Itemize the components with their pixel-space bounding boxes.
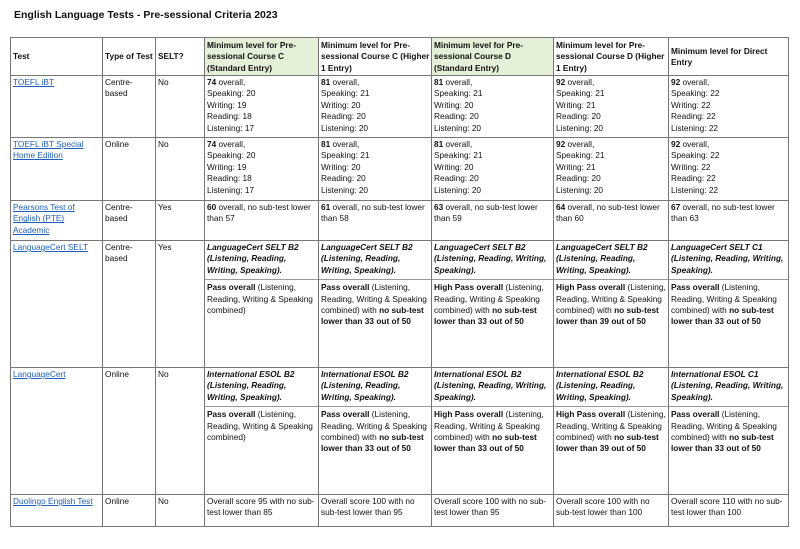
score-cell: Overall score 100 with no sub-test lower than 95: [432, 495, 554, 527]
table-row: [11, 138, 789, 201]
score-cell: 92 overall, Speaking: 22 Writing: 22 Reading: 22 Listening: 22: [669, 138, 789, 201]
selt-cell: No: [156, 76, 205, 138]
score-cell: International ESOL B2 (Listening, Reading, Writing, Speaking). High Pass overall (Listening, Reading, Writing & Speaking combined) with no sub-test lower than 33 out of 50: [432, 368, 554, 495]
score-cell: 67 overall, no sub-test lower than 63: [669, 201, 789, 241]
score-cell: LanguageCert SELT B2 (Listening, Reading, Writing, Speaking). Pass overall (Listening, Reading, Writing & Speaking combined) with no sub-test lower than 33 out of 50: [319, 241, 432, 368]
test-link-duolingo[interactable]: Duolingo English Test: [13, 496, 93, 506]
score-cell: International ESOL B2 (Listening, Reading, Writing, Speaking). Pass overall (Listening, Reading, Writing & Speaking combined): [205, 368, 319, 495]
test-name-cell: [11, 241, 103, 368]
score-cell: 74 overall, Speaking: 20 Writing: 19 Reading: 18 Listening: 17: [205, 76, 319, 138]
score-cell: LanguageCert SELT B2 (Listening, Reading, Writing, Speaking). High Pass overall (Listening, Reading, Writing & Speaking combined) with no sub-test lower than 39 out of 50: [554, 241, 669, 368]
test-name-cell: [11, 76, 103, 138]
score-cell: 60 overall, no sub-test lower than 57: [205, 201, 319, 241]
score-cell: 81 overall, Speaking: 21 Writing: 20 Reading: 20 Listening: 20: [319, 76, 432, 138]
table-row: [11, 368, 789, 495]
page-title: English Language Tests - Pre-sessional Criteria 2023: [14, 9, 278, 21]
selt-cell: No: [156, 138, 205, 201]
test-link-toefl-home[interactable]: TOEFL iBT Special Home Edition: [13, 139, 84, 161]
selt-cell: Yes: [156, 241, 205, 368]
score-cell: Overall score 100 with no sub-test lower than 100: [554, 495, 669, 527]
score-cell: LanguageCert SELT B2 (Listening, Reading, Writing, Speaking). High Pass overall (Listening, Reading, Writing & Speaking combined) with no sub-test lower than 33 out of 50: [432, 241, 554, 368]
table-row: [11, 241, 789, 368]
test-name-cell: [11, 138, 103, 201]
header-direct-entry: Minimum level for Direct Entry: [669, 38, 789, 76]
header-row: [11, 38, 789, 76]
header-course-c-higher: Minimum level for Pre-sessional Course C (Higher 1 Entry): [319, 38, 432, 76]
score-cell: 92 overall, Speaking: 21 Writing: 21 Reading: 20 Listening: 20: [554, 138, 669, 201]
test-name-cell: [11, 368, 103, 495]
score-cell: Overall score 95 with no sub-test lower than 85: [205, 495, 319, 527]
score-cell: 92 overall, Speaking: 22 Writing: 22 Reading: 22 Listening: 22: [669, 76, 789, 138]
score-cell: 81 overall, Speaking: 21 Writing: 20 Reading: 20 Listening: 20: [319, 138, 432, 201]
table-row: [11, 201, 789, 241]
test-link-pte[interactable]: Pearsons Test of English (PTE) Academic: [13, 202, 75, 235]
header-test: Test: [11, 38, 103, 76]
test-name-cell: [11, 201, 103, 241]
test-link-languagecert-selt[interactable]: LanguageCert SELT: [13, 242, 89, 252]
score-cell: LanguageCert SELT B2 (Listening, Reading, Writing, Speaking). Pass overall (Listening, Reading, Writing & Speaking combined): [205, 241, 319, 368]
table-row: [11, 495, 789, 527]
score-cell: International ESOL B2 (Listening, Reading, Writing, Speaking). High Pass overall (Listening, Reading, Writing & Speaking combined) with no sub-test lower than 39 out of 50: [554, 368, 669, 495]
table-row: [11, 76, 789, 138]
type-cell: Centre-based: [103, 76, 156, 138]
score-cell: Overall score 110 with no sub-test lower than 100: [669, 495, 789, 527]
score-cell: 64 overall, no sub-test lower than 60: [554, 201, 669, 241]
type-cell: Online: [103, 368, 156, 495]
score-cell: International ESOL B2 (Listening, Reading, Writing, Speaking). Pass overall (Listening, Reading, Writing & Speaking combined) with no sub-test lower than 33 out of 50: [319, 368, 432, 495]
header-type: Type of Test: [103, 38, 156, 76]
type-cell: Centre-based: [103, 241, 156, 368]
type-cell: Online: [103, 138, 156, 201]
header-course-d-standard: Minimum level for Pre-sessional Course D (Standard Entry): [432, 38, 554, 76]
score-cell: 61 overall, no sub-test lower than 58: [319, 201, 432, 241]
score-cell: 63 overall, no sub-test lower than 59: [432, 201, 554, 241]
score-cell: 81 overall, Speaking: 21 Writing: 20 Reading: 20 Listening: 20: [432, 76, 554, 138]
test-link-toefl[interactable]: TOEFL iBT: [13, 77, 55, 87]
header-course-c-standard: Minimum level for Pre-sessional Course C (Standard Entry): [205, 38, 319, 76]
score-cell: 74 overall, Speaking: 20 Writing: 19 Reading: 18 Listening: 17: [205, 138, 319, 201]
type-cell: Centre-based: [103, 201, 156, 241]
selt-cell: Yes: [156, 201, 205, 241]
score-cell: Overall score 100 with no sub-test lower than 95: [319, 495, 432, 527]
selt-cell: No: [156, 495, 205, 527]
score-cell: 92 overall, Speaking: 21 Writing: 21 Reading: 20 Listening: 20: [554, 76, 669, 138]
score-cell: International ESOL C1 (Listening, Reading, Writing, Speaking). Pass overall (Listening, Reading, Writing & Speaking combined) with no sub-test lower than 33 out of 50: [669, 368, 789, 495]
criteria-table: [10, 37, 789, 527]
header-selt: SELT?: [156, 38, 205, 76]
type-cell: Online: [103, 495, 156, 527]
header-course-d-higher: Minimum level for Pre-sessional Course D (Higher 1 Entry): [554, 38, 669, 76]
score-cell: 81 overall, Speaking: 21 Writing: 20 Reading: 20 Listening: 20: [432, 138, 554, 201]
score-cell: LanguageCert SELT C1 (Listening, Reading, Writing, Speaking). Pass overall (Listening, Reading, Writing & Speaking combined) with no sub-test lower than 33 out of 50: [669, 241, 789, 368]
test-link-languagecert[interactable]: LanguageCert: [13, 369, 66, 379]
selt-cell: No: [156, 368, 205, 495]
test-name-cell: [11, 495, 103, 527]
